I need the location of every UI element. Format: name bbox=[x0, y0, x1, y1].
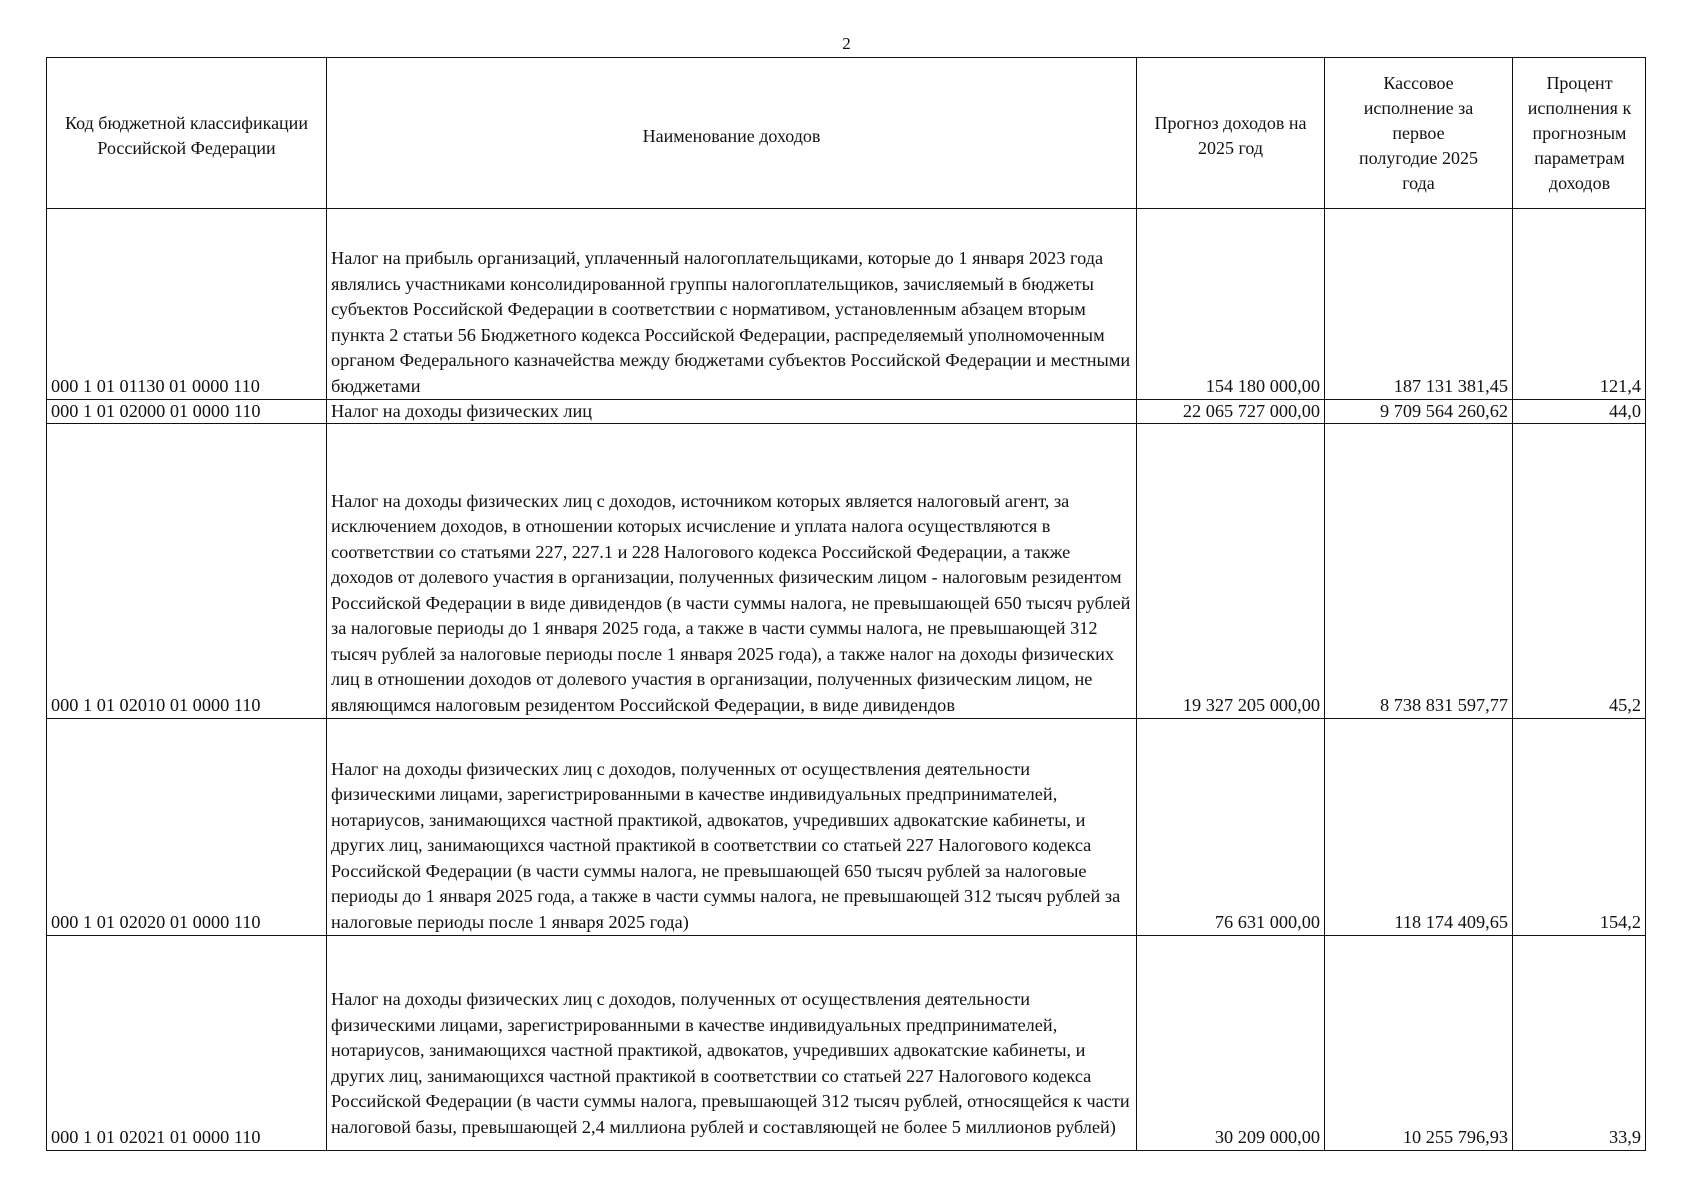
percent-value: 45,2 bbox=[1513, 424, 1646, 719]
budget-code: 000 1 01 02020 01 0000 110 bbox=[47, 719, 327, 936]
page-number: 2 bbox=[842, 34, 851, 53]
forecast-value: 19 327 205 000,00 bbox=[1137, 424, 1325, 719]
budget-code: 000 1 01 02021 01 0000 110 bbox=[47, 936, 327, 1151]
execution-value: 187 131 381,45 bbox=[1325, 209, 1513, 400]
header-name: Наименование доходов bbox=[327, 58, 1137, 209]
forecast-value: 154 180 000,00 bbox=[1137, 209, 1325, 400]
percent-value: 154,2 bbox=[1513, 719, 1646, 936]
table-row bbox=[47, 719, 1646, 936]
revenue-name: Налог на доходы физических лиц bbox=[327, 400, 1137, 424]
forecast-value: 30 209 000,00 bbox=[1137, 936, 1325, 1151]
execution-value: 9 709 564 260,62 bbox=[1325, 400, 1513, 424]
table-row bbox=[47, 424, 1646, 719]
header-code: Код бюджетной классификации Российской Федерации bbox=[47, 58, 327, 209]
percent-value: 44,0 bbox=[1513, 400, 1646, 424]
execution-value: 10 255 796,93 bbox=[1325, 936, 1513, 1151]
header-forecast: Прогноз доходов на 2025 год bbox=[1137, 58, 1325, 209]
percent-value: 121,4 bbox=[1513, 209, 1646, 400]
table-row bbox=[47, 400, 1646, 424]
revenue-name: Налог на прибыль организаций, уплаченный налогоплательщиками, которые до 1 января 2023 года являлись участниками консолидированной группы налогоплательщиков, зачисляемый в бюджеты субъектов Российской Федерации в соответствии с нормативом, установленным абзацем вторым пункта 2 статьи 56 Бюджетного кодекса Российской Федерации, распределяемый уполномоченным органом Федерального казначейства между бюджетами субъектов Российской Федерации и местными бюджетами bbox=[327, 209, 1137, 400]
table-row bbox=[47, 209, 1646, 400]
budget-code: 000 1 01 02010 01 0000 110 bbox=[47, 424, 327, 719]
revenue-name: Налог на доходы физических лиц с доходов, полученных от осуществления деятельности физическими лицами, зарегистрированными в качестве индивидуальных предпринимателей, нотариусов, занимающихся частной практикой, адвокатов, учредивших адвокатские кабинеты, и других лиц, занимающихся частной практикой в соответствии со статьей 227 Налогового кодекса Российской Федерации (в части суммы налога, превышающей 312 тысяч рублей, относящейся к части налоговой базы, превышающей 2,4 миллиона рублей и составляющей не более 5 миллионов рублей) bbox=[327, 936, 1137, 1151]
revenue-name: Налог на доходы физических лиц с доходов, источником которых является налоговый агент, за исключением доходов, в отношении которых исчисление и уплата налога осуществляются в соответствии со статьями 227, 227.1 и 228 Налогового кодекса Российской Федерации, а также доходов от долевого участия в организации, полученных физическим лицом - налоговым резидентом Российской Федерации в виде дивидендов (в части суммы налога, не превышающей 650 тысяч рублей за налоговые периоды до 1 января 2025 года, а также в части суммы налога, не превышающей 312 тысяч рублей за налоговые периоды после 1 января 2025 года), а также налог на доходы физических лиц в отношении доходов от долевого участия в организации, полученных физическим лицом, не являющимся налоговым резидентом Российской Федерации, в виде дивидендов bbox=[327, 424, 1137, 719]
forecast-value: 76 631 000,00 bbox=[1137, 719, 1325, 936]
table-row bbox=[47, 936, 1646, 1151]
revenue-table bbox=[46, 57, 1646, 1151]
execution-value: 8 738 831 597,77 bbox=[1325, 424, 1513, 719]
execution-value: 118 174 409,65 bbox=[1325, 719, 1513, 936]
table-header-row bbox=[47, 58, 1646, 209]
header-execution: Кассовое исполнение за первое полугодие 2025 года bbox=[1325, 58, 1513, 209]
header-percent: Процент исполнения к прогнозным параметрам доходов bbox=[1513, 58, 1646, 209]
budget-code: 000 1 01 02000 01 0000 110 bbox=[47, 400, 327, 424]
budget-code: 000 1 01 01130 01 0000 110 bbox=[47, 209, 327, 400]
percent-value: 33,9 bbox=[1513, 936, 1646, 1151]
forecast-value: 22 065 727 000,00 bbox=[1137, 400, 1325, 424]
revenue-name: Налог на доходы физических лиц с доходов, полученных от осуществления деятельности физическими лицами, зарегистрированными в качестве индивидуальных предпринимателей, нотариусов, занимающихся частной практикой, адвокатов, учредивших адвокатские кабинеты, и других лиц, занимающихся частной практикой в соответствии со статьей 227 Налогового кодекса Российской Федерации (в части суммы налога, не превышающей 650 тысяч рублей за налоговые периоды до 1 января 2025 года, а также в части суммы налога, не превышающей 312 тысяч рублей за налоговые периоды после 1 января 2025 года) bbox=[327, 719, 1137, 936]
